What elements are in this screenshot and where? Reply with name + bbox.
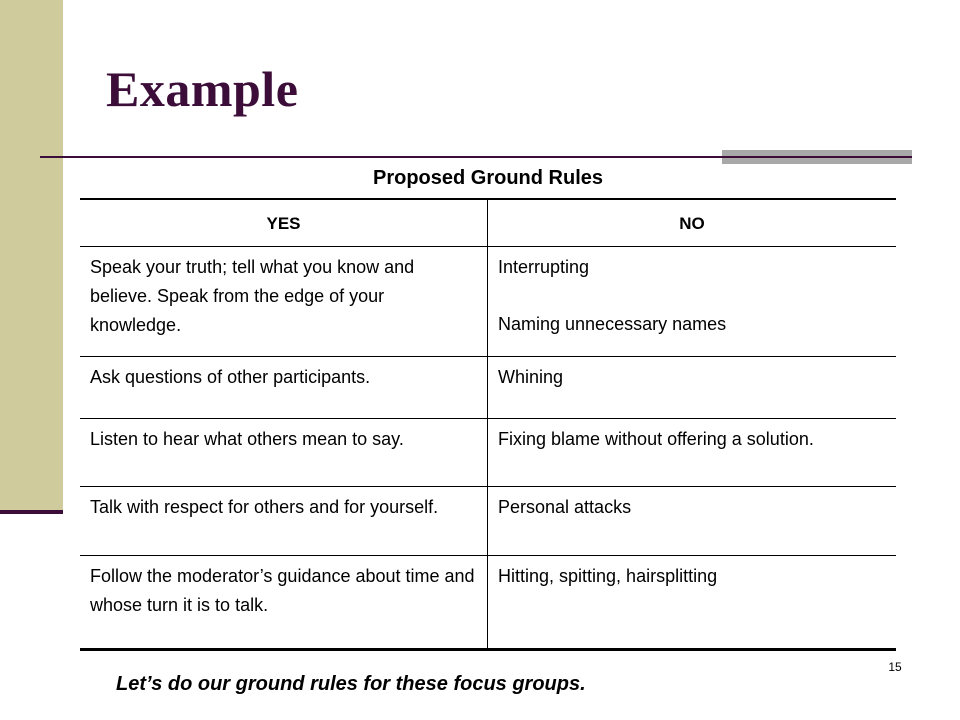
table-header-row [80, 200, 896, 247]
no-cell [488, 487, 896, 555]
ground-rules-table [80, 158, 896, 651]
no-cell [488, 419, 896, 486]
header-no: NO [679, 213, 705, 233]
page-number: 15 [888, 660, 902, 674]
table-row [80, 247, 896, 357]
yes-cell: Listen to hear what others mean to say. [80, 419, 488, 486]
no-item: Naming unnecessary names [498, 314, 727, 334]
no-cell [488, 556, 896, 648]
no-item: Interrupting [498, 257, 590, 277]
no-cell [488, 357, 896, 418]
no-item: Whining [498, 367, 564, 387]
footer-note: Let’s do our ground rules for these focus groups. [116, 673, 586, 695]
no-item-spacer [498, 282, 886, 310]
slide-title: Example [106, 61, 299, 117]
yes-cell: Follow the moderator’s guidance about time and whose turn it is to talk. [80, 556, 488, 648]
table-grid [80, 198, 896, 651]
side-decor-band [0, 0, 63, 513]
table-caption: Proposed Ground Rules [372, 166, 604, 189]
yes-cell: Talk with respect for others and for yourself. [80, 487, 488, 555]
no-item: Personal attacks [498, 497, 632, 517]
header-yes: YES [80, 200, 488, 246]
no-item: Fixing blame without offering a solution. [498, 429, 814, 449]
no-cell [488, 247, 896, 356]
yes-cell: Speak your truth; tell what you know and believe. Speak from the edge of your knowledge. [80, 247, 488, 356]
table-row [80, 357, 896, 419]
table-row [80, 487, 896, 556]
no-item: Hitting, spitting, hairsplitting [498, 566, 718, 586]
yes-cell: Ask questions of other participants. [80, 357, 488, 418]
side-decor-line [0, 510, 63, 514]
table-row [80, 419, 896, 487]
table-row [80, 556, 896, 648]
